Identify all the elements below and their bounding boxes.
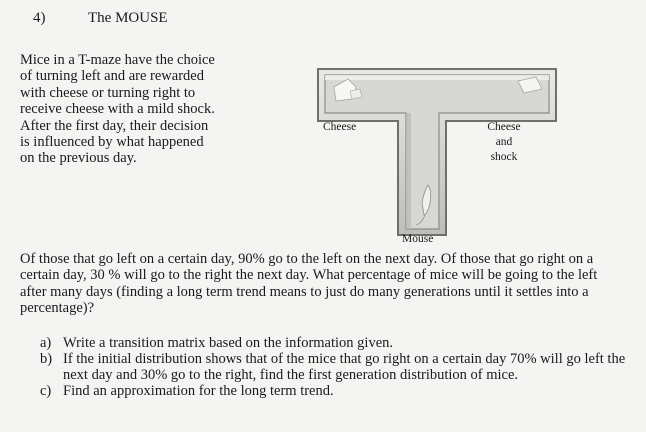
maze-label-cheese-and-shock: Cheese and shock	[487, 121, 521, 163]
intro-line: Mice in a T-maze have the choice	[20, 52, 215, 68]
sub-question-a	[40, 335, 640, 351]
intro-line: receive cheese with a mild shock.	[20, 101, 215, 118]
sub-question-b	[40, 351, 640, 383]
maze-label-cheese: Cheese	[323, 121, 357, 133]
sub-question-text: next day and 30% go to the right, find the first generation distribution of mice.	[63, 367, 519, 383]
question-title: The MOUSE	[88, 10, 168, 26]
intro-line: on the previous day.	[20, 150, 137, 167]
sub-question-text: Find an approximation for the long term trend.	[63, 383, 334, 399]
sub-question-text: Write a transition matrix based on the information given.	[63, 335, 394, 351]
problem-line: Of those that go left on a certain day, 90% go to the left on the next day. Of those that go right on a	[20, 251, 594, 267]
sub-question-label: a)	[40, 335, 52, 351]
question-number: 4)	[33, 10, 46, 26]
sub-question-c	[40, 383, 640, 399]
sub-question-text: If the initial distribution shows that of the mice that go right on a certain day 70% will go left the	[63, 351, 626, 367]
problem-line: certain day, 30 % will go to the right the next day. What percentage of mice will be going to the left	[20, 267, 598, 284]
sub-question-label: b)	[40, 351, 53, 367]
problem-line: after many days (finding a long term trend means to just do many generations until it settles into a	[20, 283, 589, 300]
maze-label-mouse: Mouse	[402, 233, 434, 245]
intro-line: with cheese or turning right to	[20, 84, 196, 101]
sub-questions	[40, 335, 640, 399]
intro-line: After the first day, their decision	[20, 117, 209, 134]
intro-line: is influenced by what happened	[20, 134, 204, 151]
intro-paragraph	[20, 52, 225, 167]
sub-question-label: c)	[40, 383, 52, 399]
problem-line: percentage)?	[20, 300, 95, 317]
problem-statement	[20, 251, 640, 317]
intro-line: of turning left and are rewarded	[20, 68, 204, 85]
